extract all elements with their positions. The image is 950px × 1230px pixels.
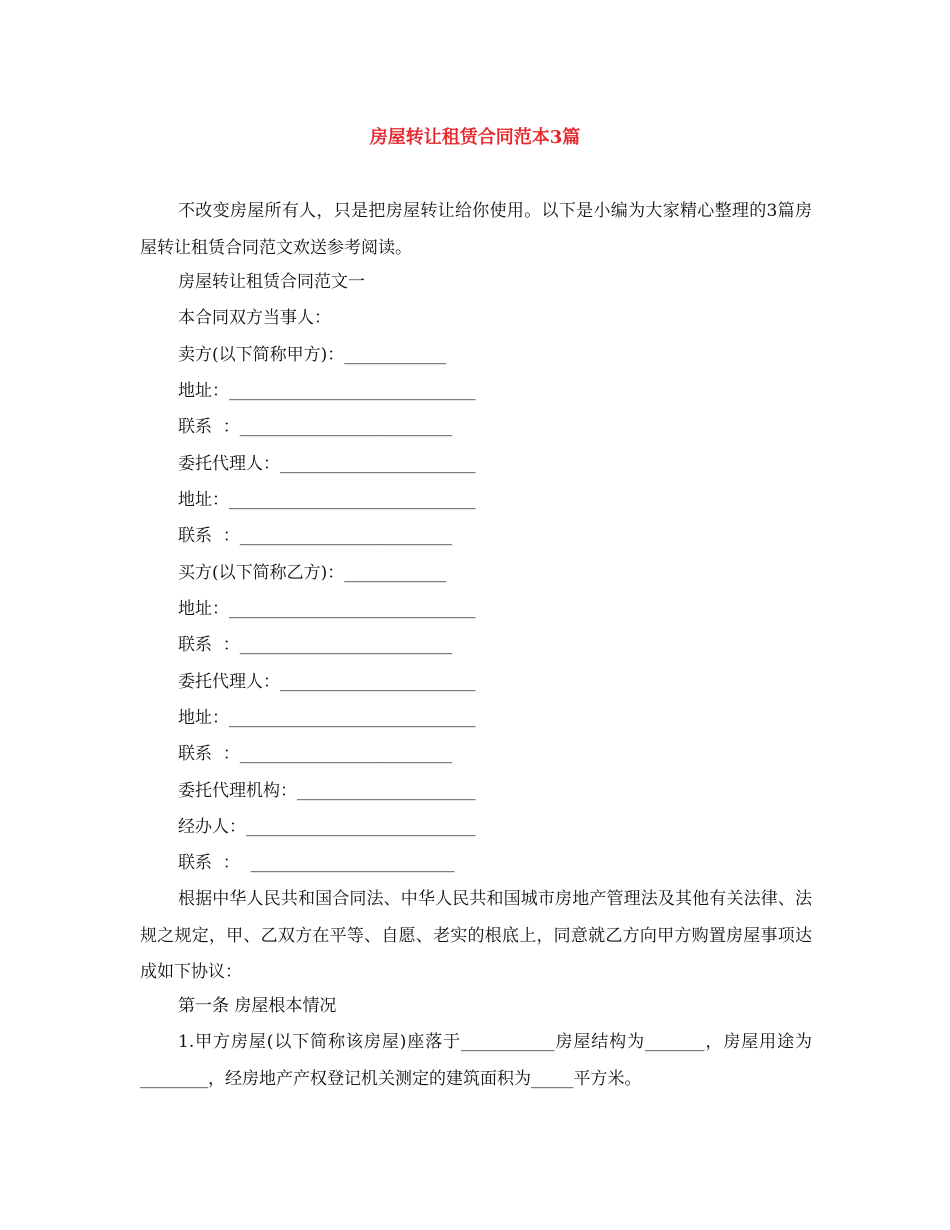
field-buyer-contact: 联系 ：_________________________ — [178, 635, 453, 655]
parties-heading: 本合同双方当事人： — [178, 308, 331, 328]
field-seller-agent: 委托代理人：_______________________ — [178, 454, 476, 474]
field-buyer-address: 地址：_____________________________ — [178, 599, 476, 619]
field-handler-contact: 联系 ： ________________________ — [178, 853, 455, 873]
field-seller-contact: 联系 ：_________________________ — [178, 417, 453, 437]
intro-paragraph: 不改变房屋所有人，只是把房屋转让给你使用。以下是小编为大家精心整理的3篇房屋转让租赁合同范文欢送参考阅读。 — [140, 201, 812, 258]
article-1-heading: 第一条 房屋根本情况 — [178, 996, 337, 1016]
section-heading: 房屋转让租赁合同范文一 — [178, 272, 365, 292]
field-buyer: 买方(以下简称乙方)：____________ — [178, 563, 447, 583]
field-buyer-agent-address: 地址：_____________________________ — [178, 708, 476, 728]
field-seller: 卖方(以下简称甲方)：____________ — [178, 345, 447, 365]
field-seller-address: 地址：_____________________________ — [178, 381, 476, 401]
field-seller-agent-contact: 联系 ：_________________________ — [178, 526, 453, 546]
field-agency: 委托代理机构：_____________________ — [178, 781, 476, 801]
field-buyer-agent-contact: 联系 ：_________________________ — [178, 744, 453, 764]
article-1-item-1: 1.甲方房屋(以下简称该房屋)座落于___________房屋结构为_______，房屋用途为________，经房地产产权登记机关测定的建筑面积为_____平方米。 — [140, 1032, 812, 1089]
field-buyer-agent: 委托代理人：_______________________ — [178, 672, 476, 692]
field-seller-agent-address: 地址：_____________________________ — [178, 490, 476, 510]
field-handler: 经办人：___________________________ — [178, 817, 476, 837]
basis-paragraph: 根据中华人民共和国合同法、中华人民共和国城市房地产管理法及其他有关法律、法规之规定，甲、乙双方在平等、自愿、老实的根底上，同意就乙方向甲方购置房屋事项达成如下协议： — [140, 889, 812, 982]
document-title: 房屋转让租赁合同范本3篇 — [369, 127, 581, 148]
